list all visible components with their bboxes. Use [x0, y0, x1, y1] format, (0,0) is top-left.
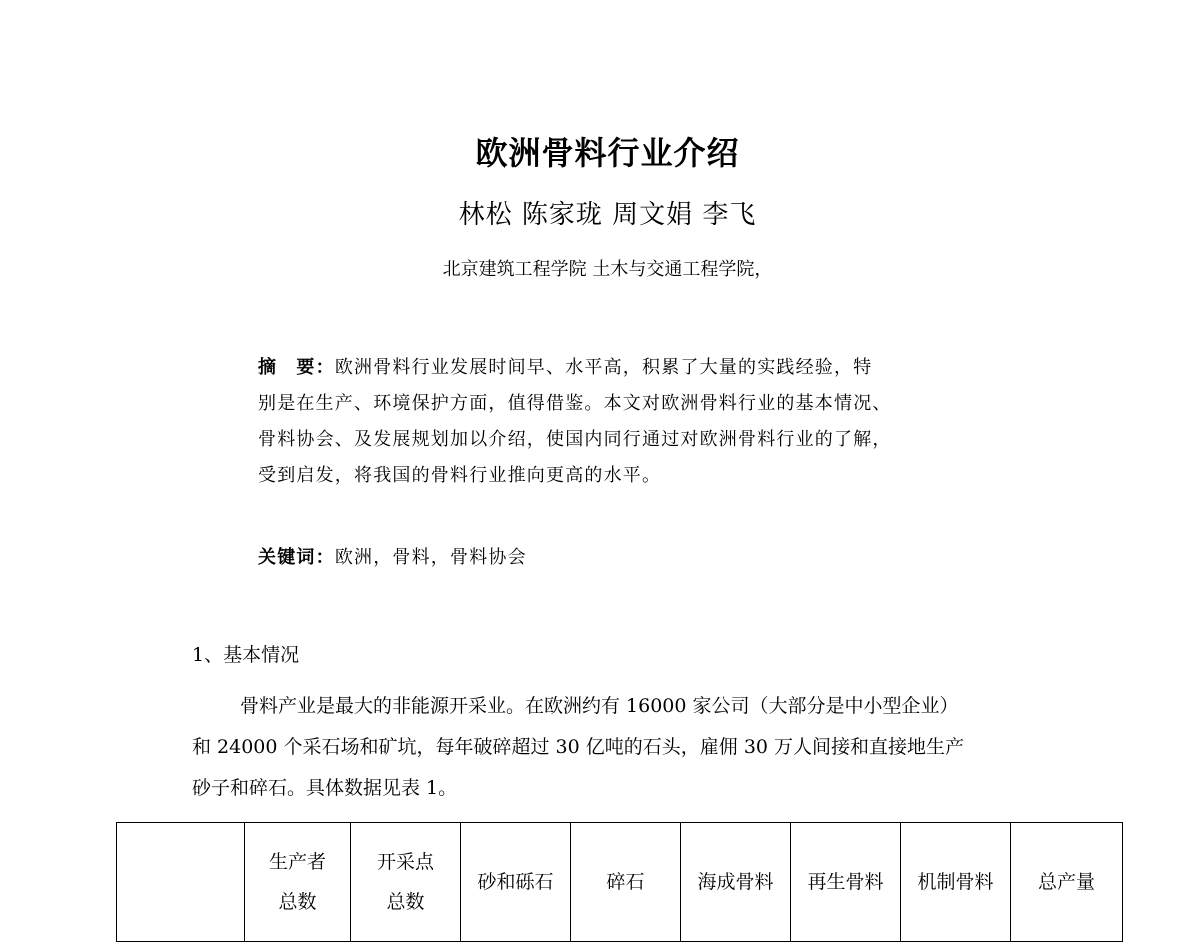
paper-title: 欧洲骨料行业介绍	[475, 134, 740, 172]
section-body	[192, 686, 1032, 809]
affiliation: 北京建筑工程学院 土木与交通工程学院，	[442, 259, 773, 280]
keywords-label: 关键词：	[258, 547, 335, 568]
abstract-line: 骨料协会、及发展规划加以介绍，使国内同行通过对欧洲骨料行业的了解，	[258, 429, 892, 450]
abstract-line: 受到启发，将我国的骨料行业推向更高的水平。	[258, 465, 662, 486]
section-heading: 1、基本情况	[192, 644, 300, 666]
body-line: 骨料产业是最大的非能源开采业。在欧洲约有 16000 家公司（大部分是中小型企业）	[240, 695, 959, 717]
abstract-label: 摘 要：	[258, 357, 335, 378]
keywords	[258, 543, 527, 569]
authors: 林松 陈家珑 周文娟 李飞	[458, 200, 757, 230]
header-line: 生产者 总数	[268, 851, 326, 913]
table-header-cell: 砂和砾石	[461, 823, 571, 942]
table-header-cell	[351, 823, 461, 942]
table-header-cell: 碎石	[571, 823, 681, 942]
abstract	[258, 350, 948, 494]
table-header-cell: 机制骨料	[901, 823, 1011, 942]
data-table	[116, 822, 1123, 942]
body-line: 和 24000 个采石场和矿坑，每年破碎超过 30 亿吨的石头，雇佣 30 万人间接和直接地生产	[192, 736, 965, 758]
table-header-cell: 总产量	[1011, 823, 1123, 942]
abstract-text: 欧洲骨料行业发展时间早、水平高，积累了大量的实践经验，特	[334, 357, 873, 378]
abstract-line: 别是在生产、环境保护方面，值得借鉴。本文对欧洲骨料行业的基本情况、	[258, 393, 892, 414]
table-header-row	[117, 823, 1123, 942]
keywords-text: 欧洲，骨料，骨料协会	[334, 547, 527, 568]
table-header-cell	[245, 823, 351, 942]
table-header-cell	[117, 823, 245, 942]
body-line: 砂子和碎石。具体数据见表 1。	[192, 777, 458, 799]
abstract-line	[258, 350, 948, 386]
table-header-cell: 再生骨料	[791, 823, 901, 942]
header-line: 开采点 总数	[376, 851, 434, 913]
table-header-cell: 海成骨料	[681, 823, 791, 942]
